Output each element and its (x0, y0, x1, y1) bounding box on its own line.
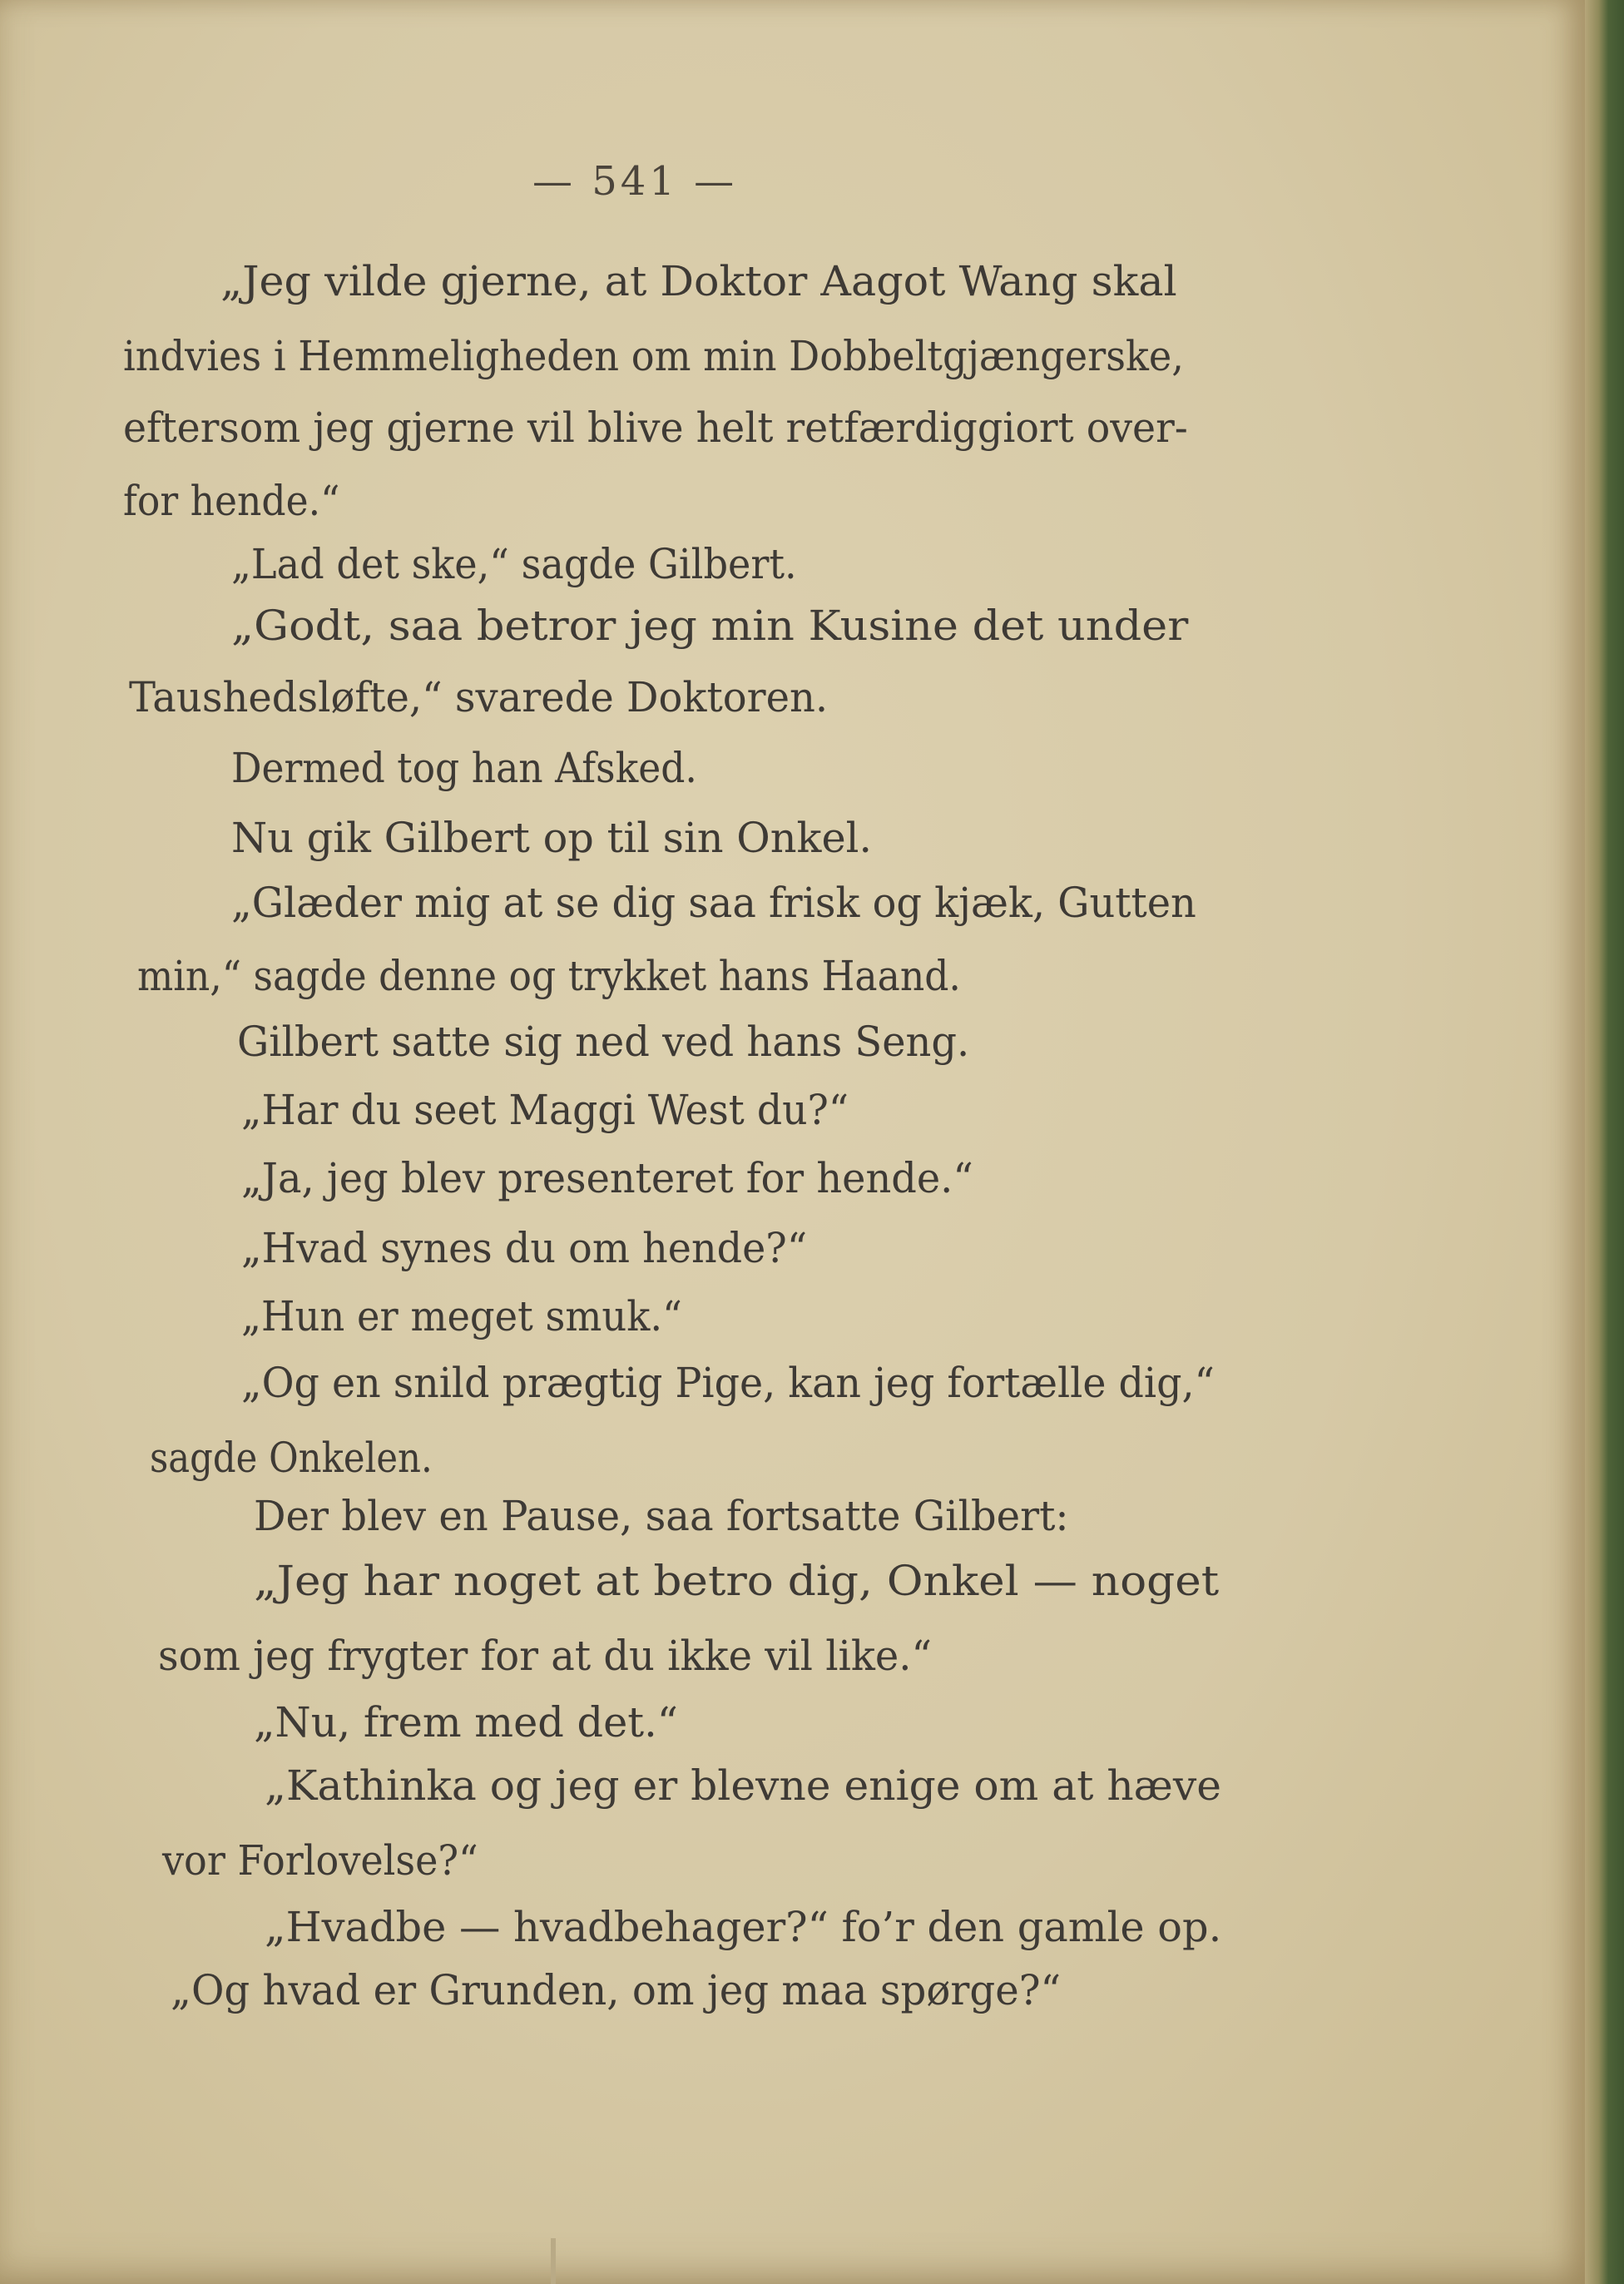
text-line: „Jeg har noget at betro dig, Onkel — noget (254, 1557, 1220, 1605)
text-line: „Har du seet Maggi West du?“ (241, 1086, 849, 1134)
text-line: Dermed tog han Afsked. (231, 744, 697, 792)
text-line: eftersom jeg gjerne vil blive helt retfærdiggiort over- (123, 404, 1188, 452)
text-line: Der blev en Pause, saa fortsatte Gilbert: (254, 1492, 1069, 1540)
text-line: sagde Onkelen. (150, 1434, 433, 1482)
text-line: „Jeg vilde gjerne, at Doktor Aagot Wang skal (220, 257, 1177, 305)
text-line: vor Forlovelse?“ (162, 1836, 478, 1885)
text-line: min,“ sagde denne og trykket hans Haand. (137, 952, 961, 1000)
text-line: „Og hvad er Grunden, om jeg maa spørge?“ (171, 1966, 1062, 2014)
page-edge (1585, 0, 1624, 2284)
text-line: Nu gik Gilbert op til sin Onkel. (231, 814, 873, 862)
text-line: „Glæder mig at se dig saa frisk og kjæk, Gutten (231, 879, 1196, 927)
text-line: som jeg frygter for at du ikke vil like.“ (158, 1632, 933, 1680)
text-line: Taushedsløfte,“ svarede Doktoren. (129, 673, 829, 721)
page-crease (551, 2238, 556, 2284)
text-line: „Hvad synes du om hende?“ (241, 1224, 808, 1272)
text-line: „Og en snild prægtig Pige, kan jeg fortælle dig,“ (241, 1359, 1215, 1407)
text-line: „Hun er meget smuk.“ (241, 1292, 682, 1340)
text-line: „Kathinka og jeg er blevne enige om at hæve (265, 1761, 1221, 1810)
page-number: — 541 — (532, 158, 738, 205)
text-line: „Lad det ske,“ sagde Gilbert. (231, 540, 797, 588)
text-line: „Hvadbe — hvadbehager?“ fo’r den gamle op. (265, 1903, 1222, 1951)
text-line: „Godt, saa betror jeg min Kusine det under (231, 602, 1189, 650)
text-line: „Ja, jeg blev presenteret for hende.“ (241, 1154, 973, 1202)
text-line: for hende.“ (123, 477, 340, 525)
text-line: indvies i Hemmeligheden om min Dobbeltgjængerske, (123, 332, 1184, 380)
text-line: „Nu, frem med det.“ (254, 1698, 678, 1746)
text-line: Gilbert satte sig ned ved hans Seng. (237, 1018, 970, 1066)
